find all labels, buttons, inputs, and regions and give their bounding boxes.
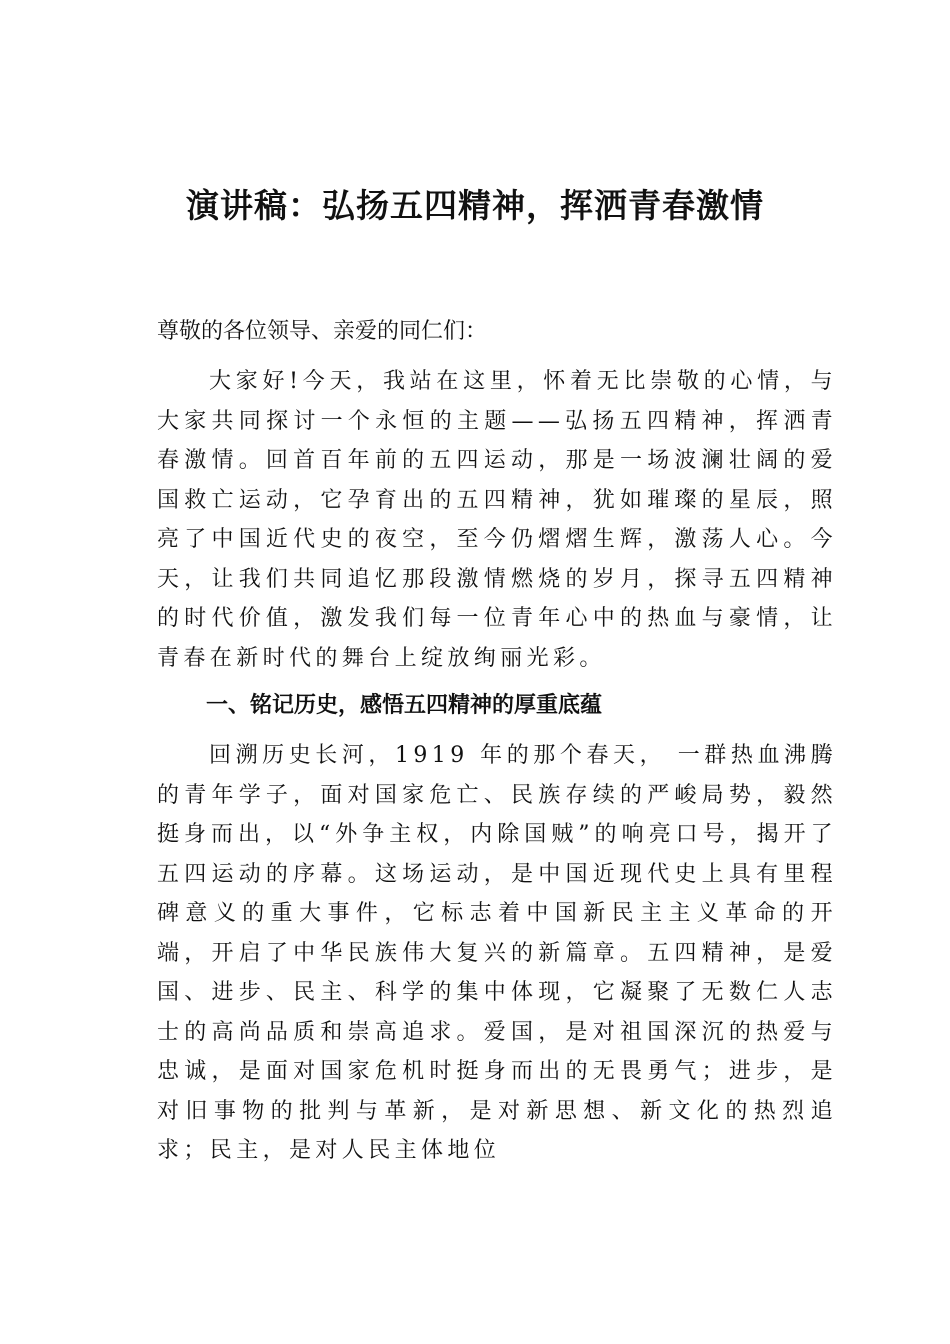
salutation: 尊敬的各位领导、亲爱的同仁们： <box>157 319 488 344</box>
paragraph-intro: 大家好!今天，我站在这里，怀着无比崇敬的心情，与大家共同探讨一个永恒的主题——弘扬五四精神，挥洒青春激情。回首百年前的五四运动，那是一场波澜壮阔的爱国救亡运动，它孕育出的五四精神，犹如璀璨的星辰，照亮了中国近代史的夜空，至今仍熠熠生辉，激荡人心。今天，让我们共同追忆那段激情燃烧的岁月，探寻五四精神的时代价值，激发我们每一位青年心中的热血与豪情，让青春在新时代的舞台上绽放绚丽光彩。 <box>157 369 837 671</box>
paragraph-history: 回溯历史长河，1919 年的那个春天， 一群热血沸腾的青年学子，面对国家危亡、民族存续的严峻局势，毅然挺身而出，以“外争主权，内除国贼”的响亮口号，揭开了五四运动的序幕。这场运动，是中国近现代史上具有里程碑意义的重大事件，它标志着中国新民主主义革命的开端，开启了中华民族伟大复兴的新篇章。五四精神，是爱国、进步、民主、科学的集中体现，它凝聚了无数仁人志士的高尚品质和崇高追求。爱国，是对祖国深沉的热爱与忠诚，是面对国家危机时挺身而出的无畏勇气；进步，是对旧事物的批判与革新，是对新思想、新文化的热烈追求；民主，是对人民主体地位 <box>157 743 837 1163</box>
document-title: 演讲稿：弘扬五四精神，挥洒青春激情 <box>186 186 764 225</box>
section-heading-1: 一、铭记历史，感悟五四精神的厚重底蕴 <box>206 693 603 718</box>
